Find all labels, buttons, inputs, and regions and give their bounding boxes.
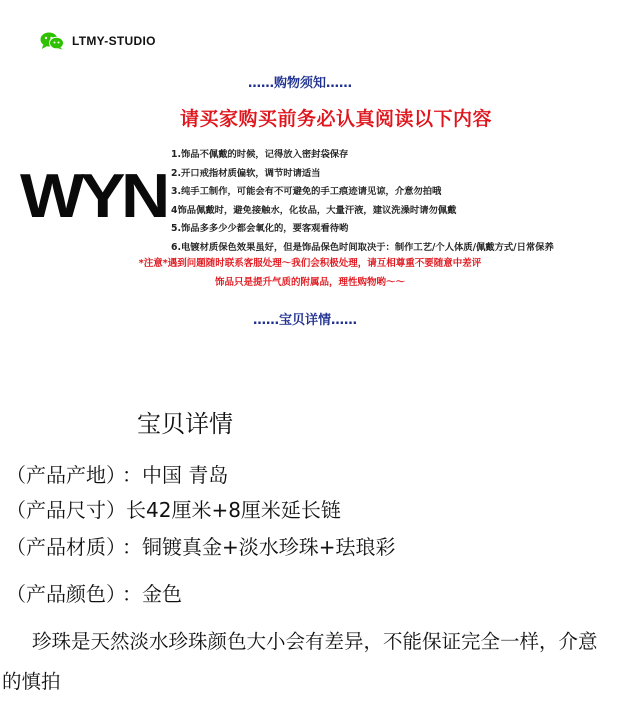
spec-value: ：铜镀真金+淡水珍珠+珐琅彩 xyxy=(122,535,396,559)
rule-item: 4饰品佩戴时，避免接触水，化妆品，大量汗液，建议洗澡时请勿佩戴 xyxy=(171,204,457,216)
brand-header xyxy=(40,32,156,50)
spec-origin xyxy=(6,459,228,488)
brand-name: LTMY-STUDIO xyxy=(72,34,156,48)
rule-item: 3.纯手工制作，可能会有不可避免的手工痕迹请见谅，介意勿拍哦 xyxy=(171,186,442,197)
spec-value: ：中国 青岛 xyxy=(122,463,229,487)
wyn-logo: WYN xyxy=(20,162,166,231)
wechat-icon xyxy=(40,32,64,50)
rule-item: 2.开口戒指材质偏软，调节时请适当 xyxy=(171,167,321,179)
spec-value: 长42厘米+8厘米延长链 xyxy=(126,498,341,522)
rule-item: 1.饰品不佩戴的时候，记得放入密封袋保存 xyxy=(171,149,349,160)
spec-material xyxy=(6,531,396,560)
rule-item: 5.饰品多多少少都会氧化的，要客观看待哟 xyxy=(171,223,349,234)
detail-heading: 宝贝详情 xyxy=(137,410,233,438)
spec-label: （产品颜色） xyxy=(6,582,116,606)
warning-rational: 饰品只是提升气质的附属品，理性购物哟～～ xyxy=(214,277,405,288)
spec-label: （产品产地） xyxy=(6,463,116,487)
rule-item: 6.电镀材质保色效果虽好，但是饰品保色时间取决于：制作工艺/个人体质/佩戴方式/日常保养 xyxy=(171,241,554,253)
spec-size xyxy=(6,494,341,523)
rules-list xyxy=(171,146,611,257)
spec-color xyxy=(6,578,182,607)
spec-label: （产品材质） xyxy=(6,535,116,559)
notice-headline: 请买家购买前务必认真阅读以下内容 xyxy=(179,108,492,130)
notice-title: ……购物须知…… xyxy=(247,76,352,91)
warning-contact: *注意*遇到问题随时联系客服处理～我们会积极处理，请互相尊重不要随意中差评 xyxy=(138,258,482,269)
section-title: ……宝贝详情…… xyxy=(252,313,357,328)
spec-label: （产品尺寸） xyxy=(6,498,126,522)
pearl-note: 珍珠是天然淡水珍珠颜色大小会有差异，不能保证完全一样，介意的慎拍 xyxy=(2,630,598,693)
spec-value: ：金色 xyxy=(122,582,182,606)
